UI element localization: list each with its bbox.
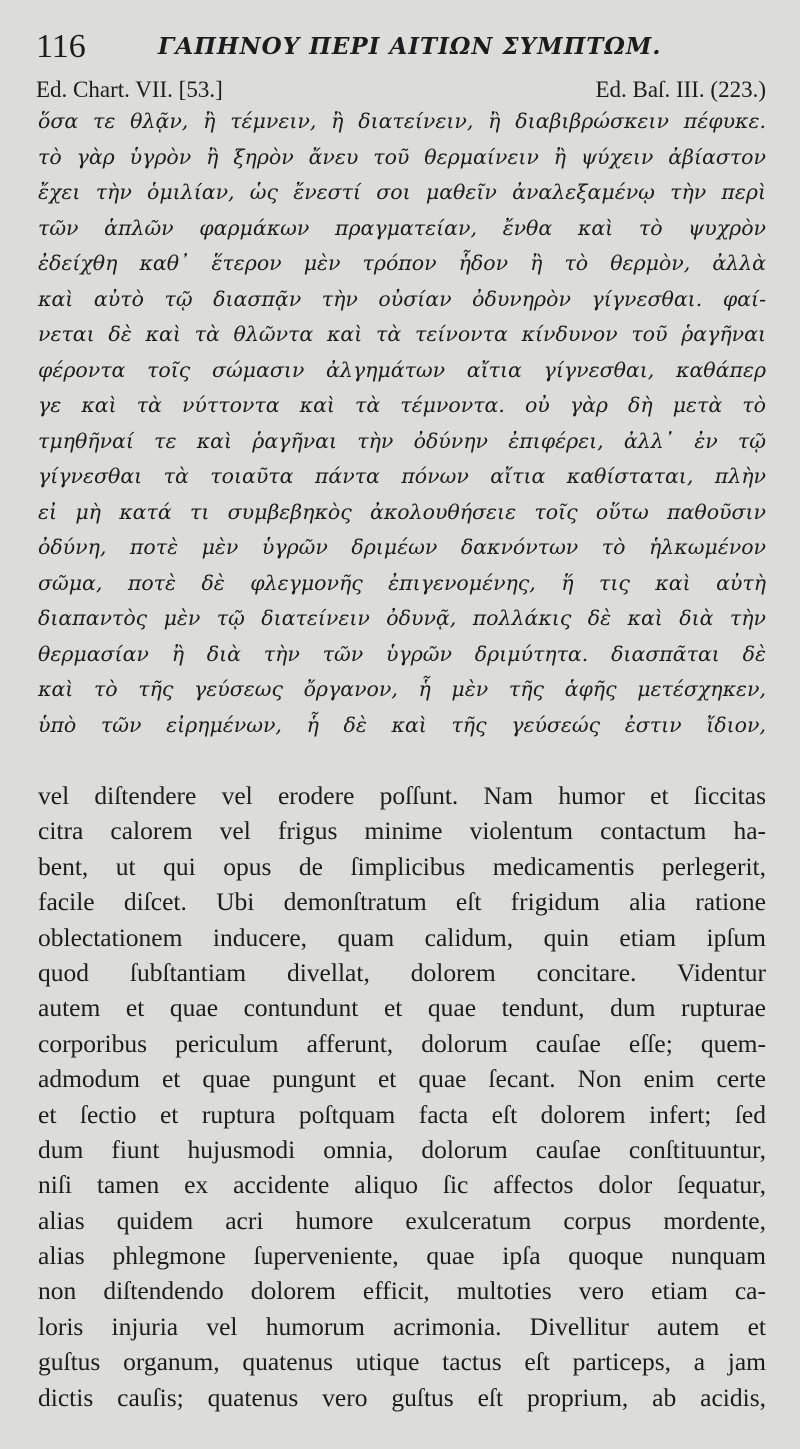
latin-line: loris injuria vel humorum acrimonia. Divellitur autem et bbox=[38, 1311, 766, 1341]
latin-line: vel diſtendere vel erodere poſſunt. Nam humor et ſiccitas bbox=[38, 781, 766, 810]
latin-line: et ſectio et ruptura poſtquam facta eſt dolorem infert; ſed bbox=[38, 1099, 766, 1129]
greek-line: ὑπὸ τῶν εἰρημένων, ἧ δὲ καὶ τῆς γεύσεώς ἐστιν ἴδιον, bbox=[38, 712, 766, 737]
latin-line: oblectationem inducere, quam calidum, quin etiam ipſum bbox=[38, 922, 766, 952]
edition-reference-left: Ed. Chart. VII. [53.] bbox=[36, 77, 223, 102]
latin-line: quod ſubſtantiam divellat, dolorem concitare. Videntur bbox=[38, 957, 766, 987]
latin-line: citra calorem vel frigus minime violentum contactum ha- bbox=[38, 816, 766, 846]
latin-line: dictis cauſis; quatenus vero guſtus eſt proprium, ab acidis, bbox=[38, 1382, 766, 1412]
latin-line: autem et quae contundunt et quae tendunt, dum rupturae bbox=[38, 993, 766, 1023]
greek-line: σῶμα, ποτὲ δὲ φλεγμονῆς ἐπιγενομένης, ἥ τις καὶ αὐτὴ bbox=[38, 570, 766, 595]
latin-text-block bbox=[38, 778, 766, 1415]
greek-line: τὸ γὰρ ὑγρὸν ἢ ξηρὸν ἄνευ τοῦ θερμαίνειν ἢ ψύχειν ἀβίαστον bbox=[38, 144, 766, 169]
greek-line: ὀδύνη, ποτὲ μὲν ὑγρῶν δριμέων δακνόντων τὸ ἡλκωμένον bbox=[38, 535, 766, 559]
greek-line: εἰ μὴ κατά τι συμβεβηκὸς ἀκολουθήσειε τοῖς οὕτω παθοῦσιν bbox=[38, 499, 766, 524]
greek-text-block bbox=[38, 104, 766, 743]
greek-line: νεται δὲ καὶ τὰ θλῶντα καὶ τὰ τείνοντα κίνδυνον τοῦ ῥαγῆναι bbox=[38, 322, 766, 346]
greek-line: ἐδείχθη καθ᾽ ἕτερον μὲν τρόπον ἧδον ἢ τὸ θερμὸν, ἀλλὰ bbox=[38, 251, 766, 275]
greek-line: γε καὶ τὰ νύττοντα καὶ τὰ τέμνοντα. οὐ γὰρ δὴ μετὰ τὸ bbox=[38, 393, 766, 417]
latin-line: corporibus periculum afferunt, dolorum cauſae eſſe; quem- bbox=[38, 1028, 766, 1058]
greek-line: καὶ αὐτὸ τῷ διασπᾷν τὴν οὐσίαν ὀδυνηρὸν γίγνεσθαι. φαί- bbox=[38, 286, 766, 311]
greek-line: ἔχει τὴν ὁμιλίαν, ὡς ἔνεστί σοι μαθεῖν ἀναλεξαμένῳ τὴν περὶ bbox=[38, 180, 766, 204]
greek-line: διαπαντὸς μὲν τῷ διατείνειν ὀδυνᾷ, πολλάκις δὲ καὶ διὰ τὴν bbox=[38, 606, 766, 630]
latin-line: non diſtendendo dolorem efficit, multoties vero etiam ca- bbox=[38, 1276, 766, 1306]
greek-line: τῶν ἁπλῶν φαρμάκων πραγματείαν, ἔνθα καὶ τὸ ψυχρὸν bbox=[38, 215, 766, 240]
page-number: 116 bbox=[36, 28, 86, 65]
greek-line: φέροντα τοῖς σώμασιν ἀλγημάτων αἴτια γίγνεσθαι, καθάπερ bbox=[38, 357, 766, 382]
greek-line: ὅσα τε θλᾷν, ἢ τέμνειν, ἢ διατείνειν, ἢ διαβιβρώσκειν πέφυκε. bbox=[38, 109, 766, 133]
latin-line: bent, ut qui opus de ſimplicibus medicamentis perlegerit, bbox=[38, 851, 766, 881]
latin-line: admodum et quae pungunt et quae ſecant. Non enim certe bbox=[38, 1064, 766, 1094]
running-title: ΓΑΠΗΝΟΥ ΠΕΡΙ ΑΙΤΙΩΝ ΣΥΜΠΤΩΜ. bbox=[158, 33, 662, 60]
latin-line: facile diſcet. Ubi demonſtratum eſt frigidum alia ratione bbox=[38, 887, 766, 917]
latin-line: guſtus organum, quatenus utique tactus eſt particeps, a jam bbox=[38, 1347, 766, 1377]
latin-line: alias phlegmone ſuperveniente, quae ipſa quoque nunquam bbox=[38, 1241, 766, 1271]
running-head bbox=[36, 28, 776, 66]
edition-reference-right: Ed. Baſ. III. (223.) bbox=[595, 77, 766, 102]
edition-reference-line bbox=[36, 76, 766, 104]
latin-line: niſi tamen ex accidente aliquo ſic affectos dolor ſequatur, bbox=[38, 1170, 766, 1200]
greek-line: γίγνεσθαι τὰ τοιαῦτα πάντα πόνων αἴτια καθίσταται, πλὴν bbox=[38, 464, 766, 488]
greek-line: τμηθῆναί τε καὶ ῥαγῆναι τὴν ὀδύνην ἐπιφέρει, ἀλλ᾽ ἐν τῷ bbox=[38, 428, 766, 453]
latin-line: dum fiunt hujusmodi omnia, dolorum cauſae conſtituuntur, bbox=[38, 1134, 766, 1164]
greek-line: καὶ τὸ τῆς γεύσεως ὄργανον, ἧ μὲν τῆς ἁφῆς μετέσχηκεν, bbox=[38, 677, 766, 701]
latin-line: alias quidem acri humore exulceratum corpus mordente, bbox=[38, 1205, 766, 1235]
greek-line: θερμασίαν ἢ διὰ τὴν τῶν ὑγρῶν δριμύτητα. διασπᾶται δὲ bbox=[38, 641, 766, 666]
